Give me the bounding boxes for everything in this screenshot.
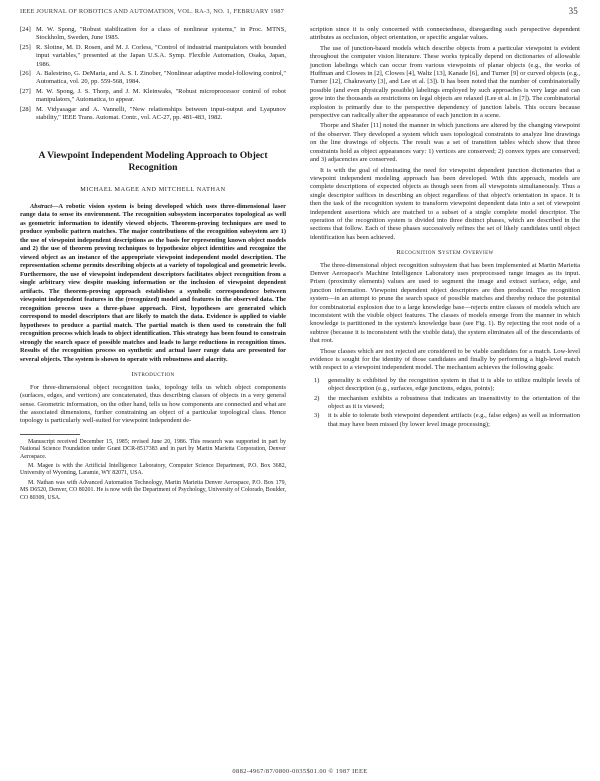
reference-number: [24] bbox=[20, 26, 31, 33]
introduction-paragraph: For three-dimensional object recognition tasks, topology tells us which object components (surfaces, edges, and vertices) are concatenated, thus describing classes of objects in a very general sense. Geometric information, on the other hand, tells us how components are connected and what are the associated dimensions, further constraining an object of a particular topological class. Hence topology is particularly well-suited for viewpoint independent de- bbox=[20, 383, 286, 425]
list-item-number: 1) bbox=[314, 376, 320, 384]
list-item bbox=[310, 412, 580, 429]
list-item-text: the mechanism exhibits a robustness that indicates an insensitivity to the orientation of the object as it is viewed; bbox=[328, 394, 580, 411]
reference-number: [27] bbox=[20, 87, 31, 95]
reference-number: [28] bbox=[20, 105, 31, 113]
reference-text: M. W. Spong, "Robust stabilization for a class of nonlinear systems," in Proc. MTNS, Stockholm, Sweden, June 1985. bbox=[36, 26, 286, 42]
reference-text: A. Balestrino, G. DeMaria, and A. S. I. Zinober, "Nonlinear adaptive model-following control," Automatica, vol. 20, pp. 559-568, 1984. bbox=[36, 70, 286, 86]
body-paragraph: The use of junction-based models which describe objects from a particular viewpoint is evident throughout the computer vision literature. These works typically depend on dictionaries of allowable junction labelings which can occur from various viewpoints of planar objects (e.g., the works of Huffman and Clowes in [2], Clowes [4], Waltz [13], Kanade [6], and Turner [9] or curved objects (e.g., Turner [12], Chakravarty [3], and Lee et al. [3]). It has been noted that the number of combinatorially possible (and even physically possible) labelings employed by such approaches is very large and can grow into the thousands as restrictions on legal objects are relaxed (Lee et al. in [7]). The combinatorial explosion is primarily due to the perspective dependency of junction labels. This occurs because perspective can radically alter the appearance of each junction in a scene. bbox=[310, 44, 580, 120]
introduction-heading: Introduction bbox=[131, 371, 175, 379]
abstract-label: Abstract bbox=[30, 202, 53, 210]
reference-item bbox=[20, 44, 286, 69]
reference-item bbox=[20, 26, 286, 43]
reference-item bbox=[20, 88, 286, 105]
footnote: Manuscript received December 15, 1985; revised June 20, 1986. This research was supported in part by National Science Foundation under Grant DCR-8517383 and in part by Martin Marietta Corporation, Denver Aerospace. bbox=[20, 438, 286, 460]
abstract-text: —A robotic vision system is being developed which uses three-dimensional laser range data to sense its environment. The recognition subsystem incorporates topological as well as geometric information to identify viewed objects. Theorem-proving techniques are used to produce symbolic pattern matches. The major contributions of the recognition subsystem are 1) the use of viewpoint independent descriptions as the basis for representing known object models and 2) the use of theorem proving techniques to hypothesize object identities and recognize the viewed object as an instance of the appropriate viewpoint independent model description. The representation scheme permits describing objects at a variety of topological and geometric levels. Furthermore, the use of viewpoint independent descriptors facilitates object recognition from a single arbitrary view despite masking information or the inclusion of viewpoint dependent artifacts. The theorem-proving approach establishes a symbolic correspondence between viewpoint independent features in the (recognized) model and features in the observed data. The recognition process uses a three-phase approach. First, hypotheses are generated which correspond to model descriptors that are likely to match the data. Evidence is applied to viable hypotheses to produce a partial match. The partial match is then used to constrain the full recognition process which leads to object identification. This strategy has been found to constrain strongly the search space of possible matches and leads to large reductions in recognition times. Results of the recognition process on synthetic and actual laser range data are presented for several objects. The system is shown to operate with robustness and alacrity. bbox=[20, 202, 286, 363]
list-item-text: it is able to tolerate both viewpoint dependent artifacts (e.g., false edges) as well as information that may have been missed (by lower level image processing); bbox=[328, 412, 580, 428]
article-title: A Viewpoint Independent Modeling Approach to Object Recognition bbox=[38, 150, 268, 174]
footnote: M. Magee is with the Artificial Intelligence Laboratory, Computer Science Department, P.O. Box 3682, University of Wyoming, Laramie, WY 82071, USA. bbox=[20, 463, 286, 477]
reference-list bbox=[20, 26, 286, 122]
reference-number: [26] bbox=[20, 70, 31, 78]
running-header bbox=[20, 6, 578, 20]
right-column bbox=[310, 26, 580, 430]
list-item-number: 2) bbox=[314, 394, 320, 402]
reference-item bbox=[20, 106, 286, 123]
list-item-text: generality is exhibited by the recognition system in that it is able to utilize multiple levels of object description (e.g., surfaces, edge junctions, edges, points); bbox=[328, 376, 580, 393]
body-paragraph: Those classes which are not rejected are considered to be viable candidates for a match. Low-level evidence is sought for the identity of those candidates and finally by performing a high-level match with respect to a viewpoint independent model. The mechanism achieves the following goals: bbox=[310, 347, 580, 372]
body-paragraph: It is with the goal of eliminating the need for viewpoint dependent junction dictionaries that a viewpoint independent modeling approach has been developed. With this approach, models are complete descriptions of expected objects as though seen from all viewpoints simultaneously. Thus a single descriptor suffices in describing an object regardless of that object's orientation in space. It is then the task of the recognition system to transform viewpoint dependent data into a set of viewpoint independent assertions which are matched to a subset of a single complete model descriptor. The operation of the recognition system is divided into three distinct phases, which are described in the sections that follow. Each of these phases successively refines the set of likely candidates until object identification has been achieved. bbox=[310, 166, 580, 241]
list-item bbox=[310, 395, 580, 412]
body-paragraph: The three-dimensional object recognition subsystem that has been implemented at Martin Marietta Denver Aerospace's Machine Intelligence Laboratory uses preprocessed range images as its input. Prism (proximity elements) values are used to segment the image and extract surface, edge, and junction information. Viewpoint dependent object descriptors are then produced. The recognition system—in an attempt to prune the search space of possible matches and thereby reduce the potential for combinatorial explosion due to a large knowledge base—rejects entire classes of models which are inconsistent with the visible object features. The classes of models emerge from the manner in which knowledge is partitioned in the system's knowledge base (see Fig. 1). By rejecting the root node of a subtree (because it is inconsistent with the visible data), the system eliminates all of the descendants of that root. bbox=[310, 261, 580, 345]
reference-text: M. Vidyasagar and A. Vannelli, "New relationships between input-output and Lyapunov stability," IEEE Trans. Automat. Contr., vol. AC-27, pp. 481-483, 1982. bbox=[36, 105, 286, 122]
goals-list bbox=[310, 377, 580, 429]
footnotes bbox=[20, 439, 286, 502]
footnote: M. Nathan was with Advanced Automation Technology, Martin Marietta Denver Aerospace, P.O. Box 179, MS D6520, Denver, CO 80201. He is now with the Department of Psychology, University of Colorado, Boulder, CO 80309, USA. bbox=[20, 479, 286, 501]
overview-heading: Recognition System Overview bbox=[396, 249, 494, 257]
footnote-divider bbox=[20, 434, 80, 435]
body-paragraph: Thorpe and Shafer [11] noted the manner in which junctions are altered by the changing viewpoint of the observer. They developed a system which uses topological constraints to analyze line drawings on the line drawings of objects. The result was a set of transition tables which show that three constraints hold as object appearances vary: 1) vertices are conserved; 2) convex types are conserved; and 3) adjacencies are conserved. bbox=[310, 122, 580, 164]
reference-text: R. Slotine, M. D. Rosen, and M. J. Corless, "Control of industrial manipulators with bounded input variables," presented at the Japan U.S.A. Symp. Flexible Automation, Osaka, Japan, 1986. bbox=[36, 43, 286, 68]
reference-text: M. W. Spong, J. S. Thorp, and J. M. Kleinwaks, "Robust microprocessor control of robot manipulators," Automatica, to appear. bbox=[36, 87, 286, 104]
abstract bbox=[20, 203, 286, 365]
reference-item bbox=[20, 70, 286, 87]
article-authors: MICHAEL MAGEE AND MITCHELL NATHAN bbox=[80, 186, 226, 194]
copyright-footer: 0882-4967/87/0800-0035$01.00 © 1987 IEEE bbox=[232, 768, 368, 775]
journal-line: IEEE JOURNAL OF ROBOTICS AND AUTOMATION, VOL. RA-3, NO. 1, FEBRUARY 1987 bbox=[20, 8, 284, 15]
left-column bbox=[20, 26, 286, 504]
page-number: 35 bbox=[568, 6, 578, 16]
body-paragraph: scription since it is only concerned with connectedness, disregarding such perspective dependent attributes as occlusion, object orientation, or specific angular values. bbox=[310, 26, 580, 42]
list-item-number: 3) bbox=[314, 412, 320, 420]
reference-number: [25] bbox=[20, 43, 31, 51]
list-item bbox=[310, 377, 580, 394]
